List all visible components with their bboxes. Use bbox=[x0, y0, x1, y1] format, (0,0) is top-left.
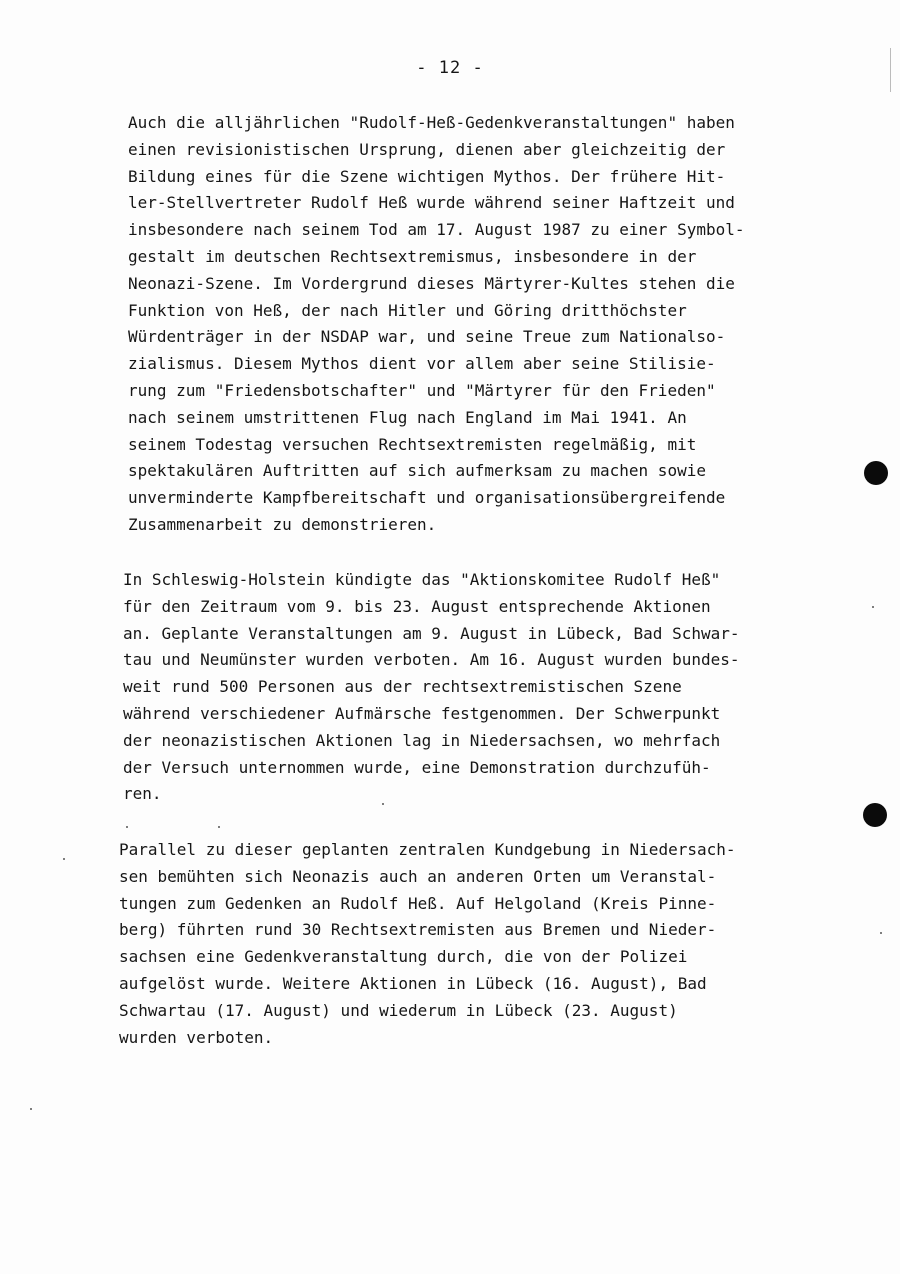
text-line: während verschiedener Aufmärsche festgenommen. Der Schwerpunkt bbox=[123, 703, 721, 723]
text-line: sachsen eine Gedenkveranstaltung durch, die von der Polizei bbox=[119, 947, 688, 967]
text-line: Funktion von Heß, der nach Hitler und Göring dritthöchster bbox=[128, 300, 687, 320]
scan-speck bbox=[880, 932, 882, 934]
page-number: - 12 - bbox=[416, 58, 484, 78]
text-line: wurden verboten. bbox=[119, 1027, 274, 1047]
text-line: ler-Stellvertreter Rudolf Heß wurde während seiner Haftzeit und bbox=[128, 193, 735, 213]
text-line: Zusammenarbeit zu demonstrieren. bbox=[128, 514, 437, 534]
text-line: Neonazi-Szene. Im Vordergrund dieses Märtyrer-Kultes stehen die bbox=[128, 273, 735, 293]
text-line: ren. bbox=[123, 784, 162, 804]
scan-speck bbox=[218, 826, 220, 828]
text-line: Würdenträger in der NSDAP war, und seine Treue zum Nationalso- bbox=[128, 327, 726, 347]
text-line: Schwartau (17. August) und wiederum in Lübeck (23. August) bbox=[119, 1000, 678, 1020]
punch-hole bbox=[864, 461, 888, 485]
text-line: Bildung eines für die Szene wichtigen Mythos. Der frühere Hit- bbox=[128, 166, 726, 186]
text-line: Auch die alljährlichen "Rudolf-Heß-Gedenkveranstaltungen" haben bbox=[128, 113, 735, 132]
text-line: berg) führten rund 30 Rechtsextremisten aus Bremen und Nieder- bbox=[119, 920, 717, 940]
text-line: der Versuch unternommen wurde, eine Demonstration durchzufüh- bbox=[123, 757, 711, 777]
text-line: unverminderte Kampfbereitschaft und organisationsübergreifende bbox=[128, 488, 726, 508]
text-line: tungen zum Gedenken an Rudolf Heß. Auf Helgoland (Kreis Pinne- bbox=[119, 893, 717, 913]
paragraph-3 bbox=[119, 837, 736, 1051]
text-line: tau und Neumünster wurden verboten. Am 16. August wurden bundes- bbox=[123, 650, 740, 670]
scan-speck bbox=[872, 606, 874, 608]
text-line: sen bemühten sich Neonazis auch an anderen Orten um Veranstal- bbox=[119, 866, 717, 886]
text-line: spektakulären Auftritten auf sich aufmerksam zu machen sowie bbox=[128, 461, 706, 481]
text-line: gestalt im deutschen Rechtsextremismus, insbesondere in der bbox=[128, 246, 697, 266]
scan-speck bbox=[63, 858, 65, 860]
text-line: der neonazistischen Aktionen lag in Niedersachsen, wo mehrfach bbox=[123, 730, 721, 750]
text-line: aufgelöst wurde. Weitere Aktionen in Lübeck (16. August), Bad bbox=[119, 973, 707, 993]
text-line: nach seinem umstrittenen Flug nach England im Mai 1941. An bbox=[128, 407, 687, 427]
scan-speck bbox=[382, 803, 384, 805]
scan-speck bbox=[126, 826, 128, 828]
text-line: In Schleswig-Holstein kündigte das "Aktionskomitee Rudolf Heß" bbox=[123, 570, 721, 589]
scan-speck bbox=[30, 1108, 32, 1110]
text-line: seinem Todestag versuchen Rechtsextremisten regelmäßig, mit bbox=[128, 434, 697, 454]
punch-hole bbox=[863, 803, 887, 827]
text-line: Parallel zu dieser geplanten zentralen Kundgebung in Niedersach- bbox=[119, 840, 736, 859]
text-line: zialismus. Diesem Mythos dient vor allem aber seine Stilisie- bbox=[128, 354, 716, 374]
text-line: insbesondere nach seinem Tod am 17. August 1987 zu einer Symbol- bbox=[128, 220, 745, 240]
text-line: für den Zeitraum vom 9. bis 23. August entsprechende Aktionen bbox=[123, 596, 711, 616]
paragraph-1 bbox=[128, 110, 745, 539]
paragraph-2 bbox=[123, 567, 740, 808]
text-line: weit rund 500 Personen aus der rechtsextremistischen Szene bbox=[123, 677, 682, 697]
text-line: rung zum "Friedensbotschafter" und "Märtyrer für den Frieden" bbox=[128, 380, 716, 400]
text-line: an. Geplante Veranstaltungen am 9. August in Lübeck, Bad Schwar- bbox=[123, 623, 740, 643]
text-line: einen revisionistischen Ursprung, dienen aber gleichzeitig der bbox=[128, 139, 726, 159]
